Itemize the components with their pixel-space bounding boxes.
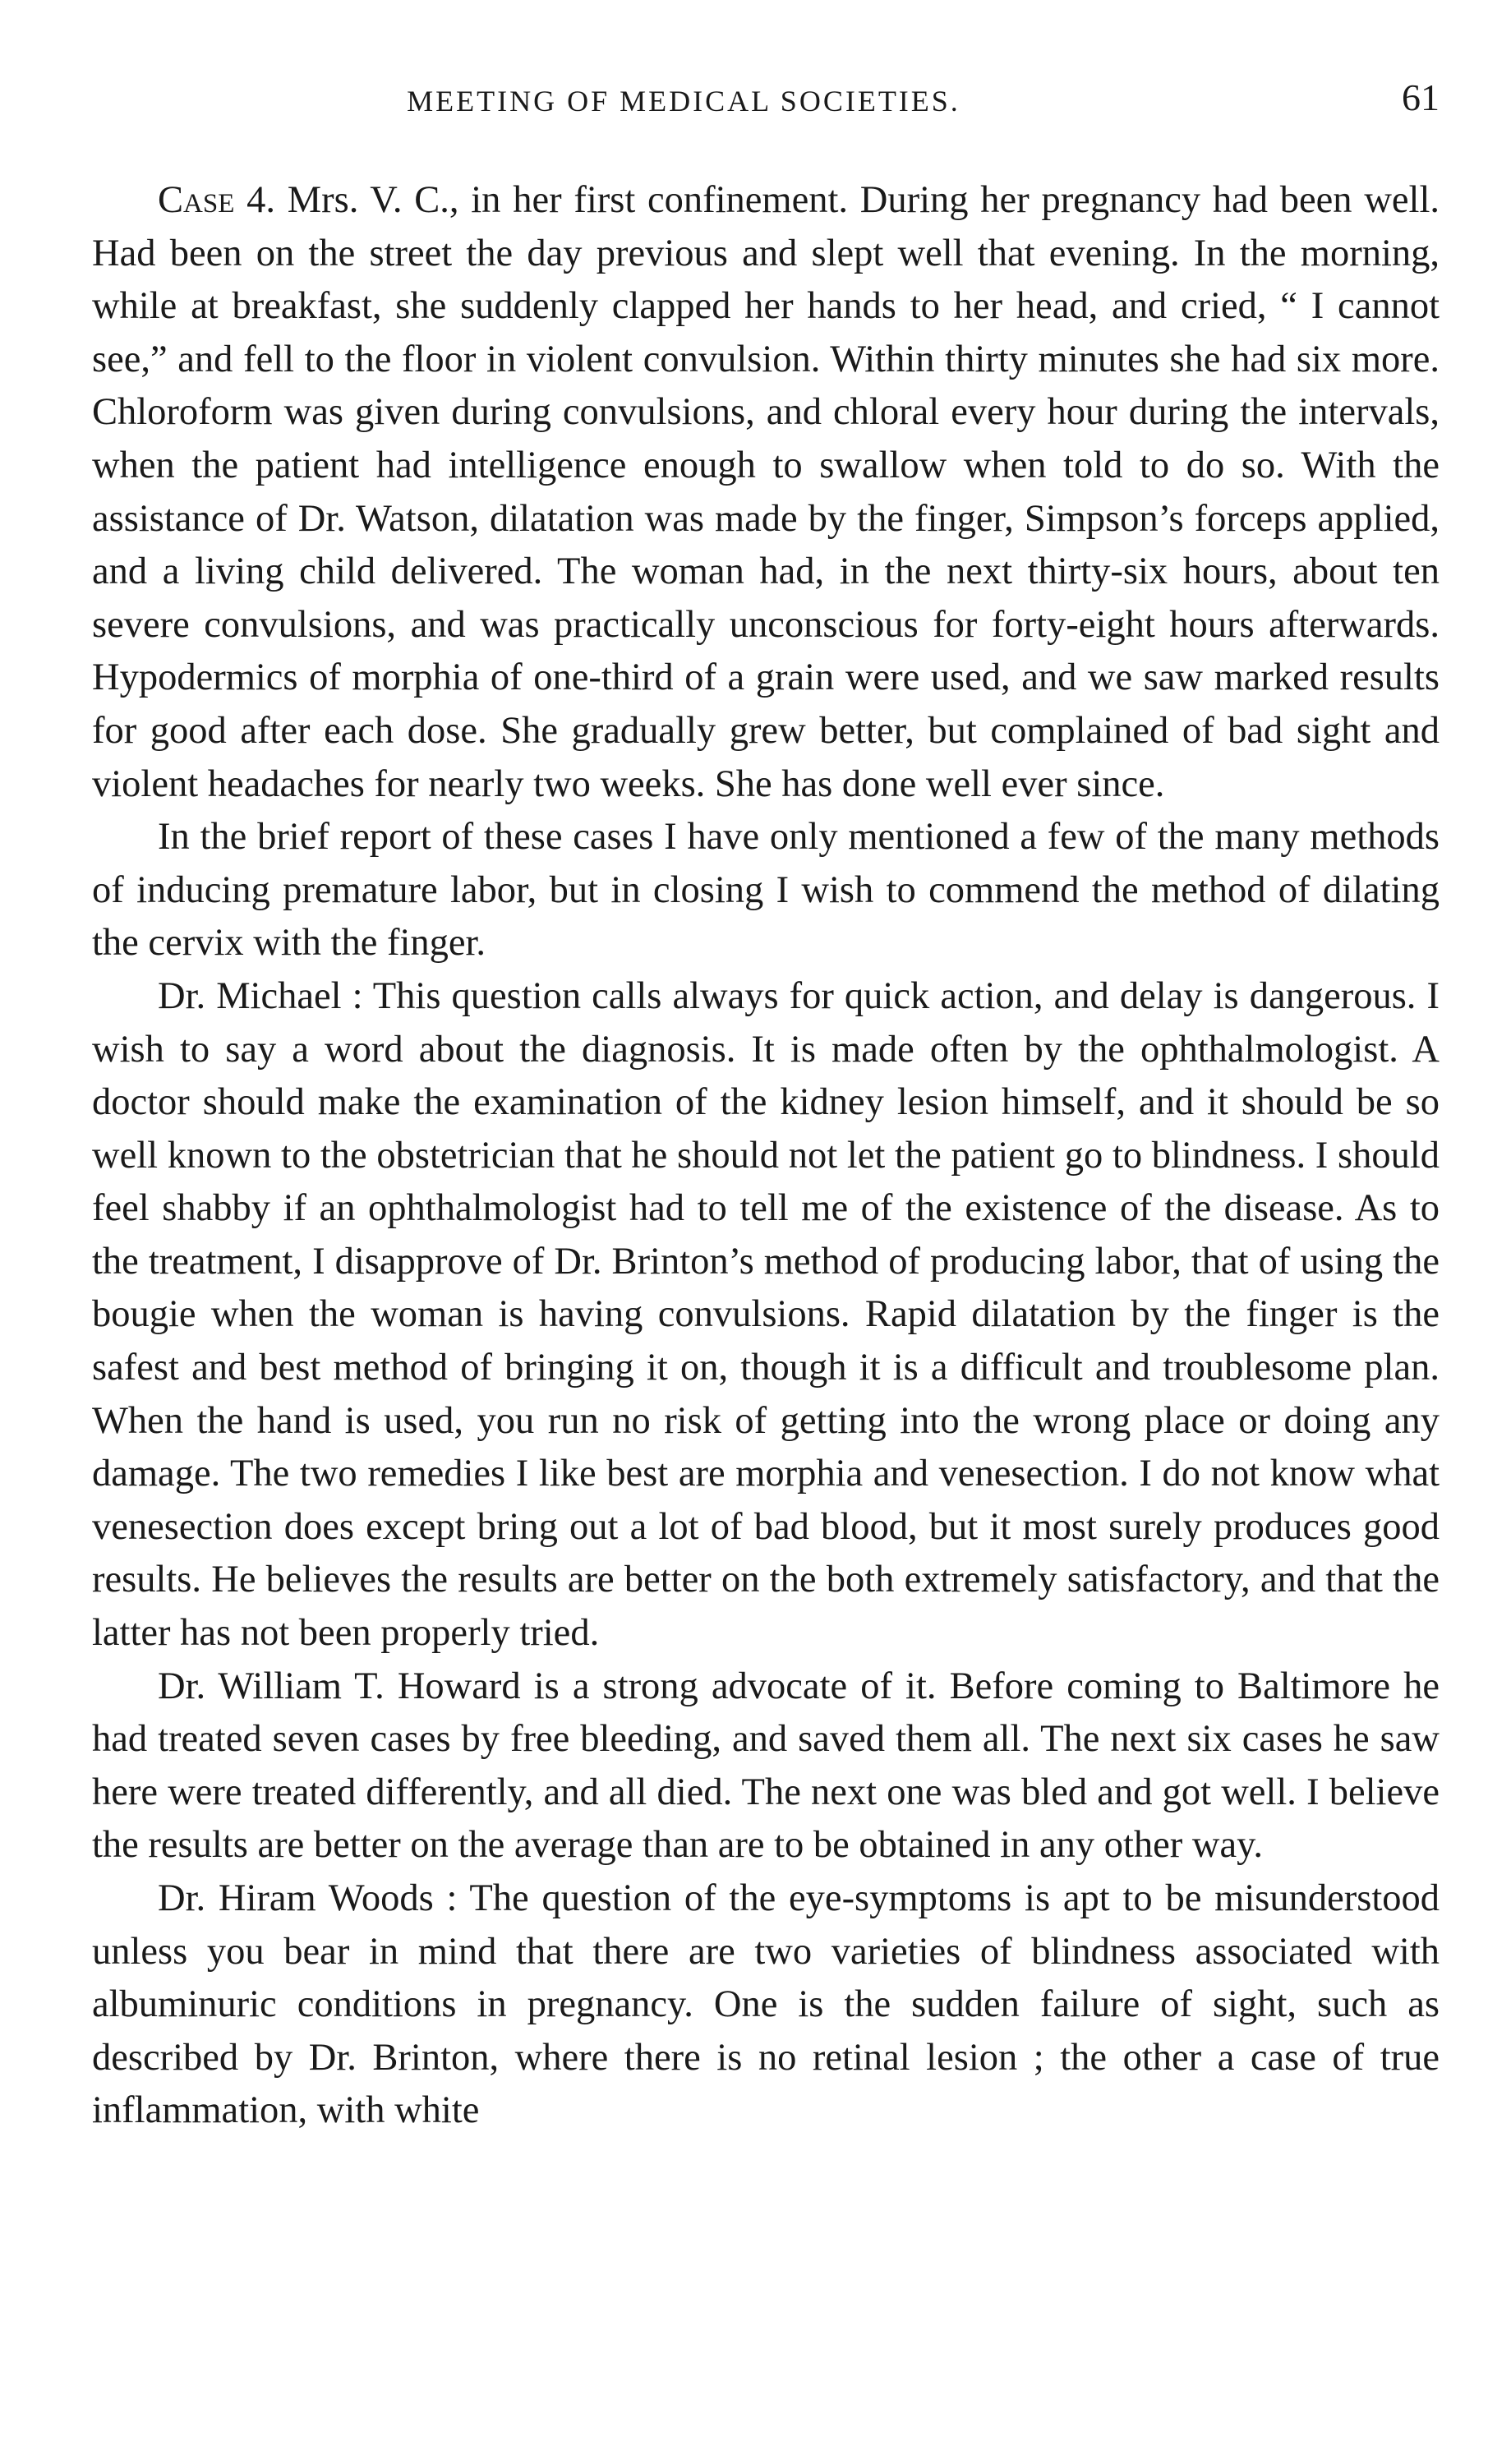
paragraph-text: Mrs. V. C., in her first confinement. During her pregnancy had been well. Had been on the street the day previous and slept well that evening. In the morning, while at breakfast, she suddenly clapped her hands to her head, and cried, “ I cannot see,” and fell to the floor in violent convulsion. Within thirty minutes she had six more. Chloroform was given during convulsions, and chloral every hour during the intervals, when the patient had intelligence enough to swallow when told to do so. With the assistance of Dr. Watson, dilatation was made by the finger, Simpson’s forceps applied, and a living child delivered. The woman had, in the next thirty-six hours, about ten severe convulsions, and was practically unconscious for forty-eight hours afterwards. Hypodermics of morphia of one-third of a grain were used, and we saw marked results for good after each dose. She gradually grew better, but complained of bad sight and violent headaches for nearly two weeks. She has done well ever since. [92,179,1440,805]
page-number: 61 [1402,76,1440,118]
body-text [92,174,1440,2138]
paragraph-dr-michael: Dr. Michael : This question calls always for quick action, and delay is dangerous. I wish to say a word about the diagnosis. It is made often by the ophthalmologist. A doctor should make the examination of the kidney lesion himself, and it should be so well known to the obstetrician that he should not let the patient go to blindness. I should feel shabby if an ophthalmologist had to tell me of the existence of the disease. As to the treatment, I disapprove of Dr. Brinton’s method of producing labor, that of using the bougie when the woman is having convulsions. Rapid dilatation by the finger is the safest and best method of bringing it on, though it is a difficult and troublesome plan. When the hand is used, you run no risk of getting into the wrong place or doing any damage. The two remedies I like best are morphia and venesection. I do not know what venesection does except bring out a lot of bad blood, but it most surely produces good results. He believes the results are better on the both extremely satisfactory, and that the latter has not been properly tried. [92,974,1440,1655]
case-label: Case 4. [158,179,275,221]
paragraph-dr-howard: Dr. William T. Howard is a strong advocate of it. Before coming to Baltimore he had treated seven cases by free bleeding, and saved them all. The next six cases he saw here were treated differently, and all died. The next one was bled and got well. I believe the results are better on the average than are to be obtained in any other way. [92,1665,1440,1867]
paragraph-dr-woods: Dr. Hiram Woods : The question of the eye-symptoms is apt to be misunderstood unless you bear in mind that there are two varieties of blindness associated with albuminuric conditions in pregnancy. One is the sudden failure of sight, such as described by Dr. Brinton, where there is no retinal lesion ; the other a case of true inflammation, with white [92,1877,1440,2132]
running-title: MEETING OF MEDICAL SOCIETIES. [407,85,960,117]
paragraph-case-4 [92,174,1440,811]
paragraph-closing-remarks: In the brief report of these cases I have only mentioned a few of the many methods of inducing premature labor, but in closing I wish to commend the method of dilating the cervix with the finger. [92,816,1440,965]
running-head [92,76,1440,125]
